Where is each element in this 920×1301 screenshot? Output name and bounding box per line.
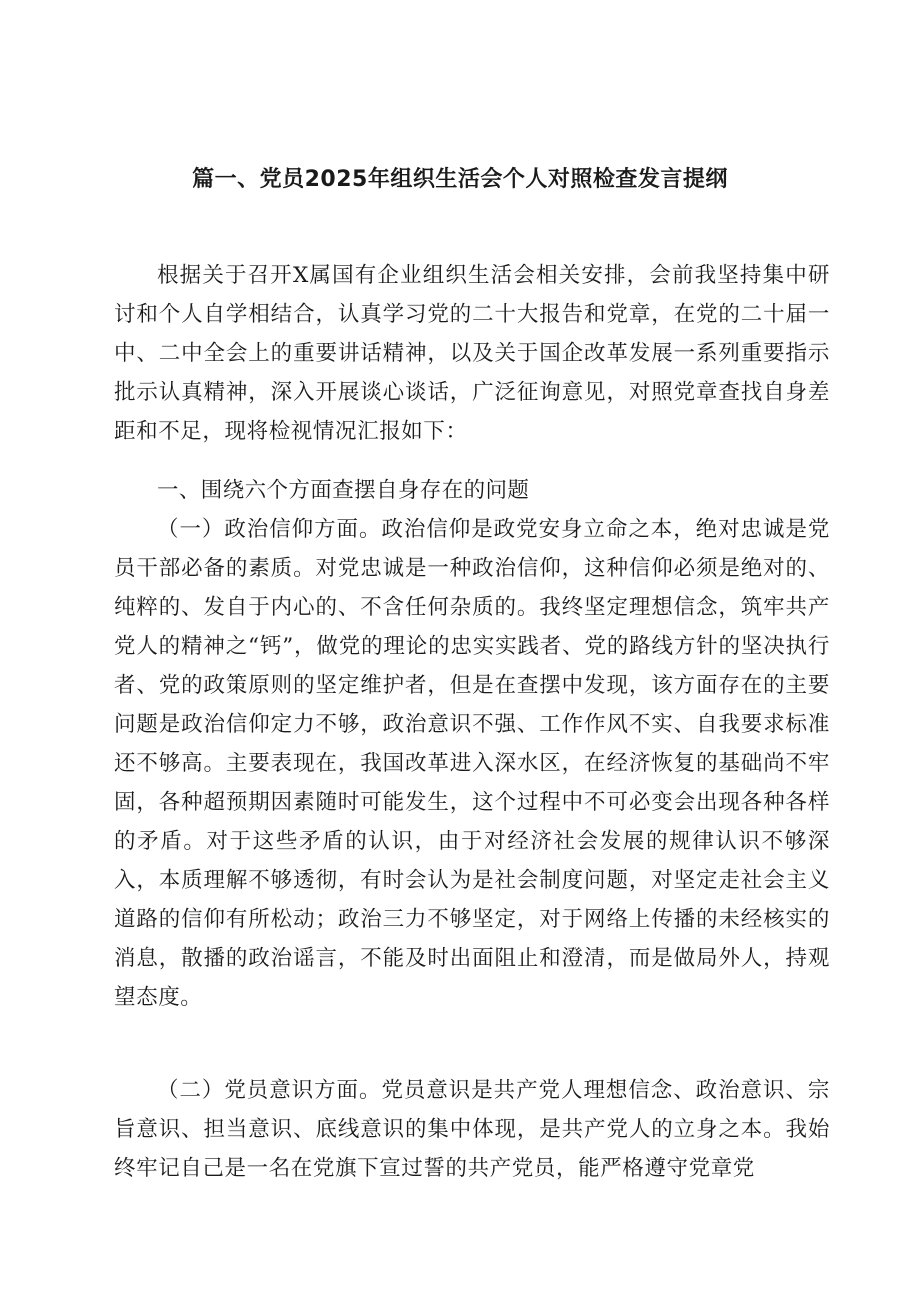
section-heading: 一、围绕六个方面查摆自身存在的问题 xyxy=(157,478,530,503)
party-awareness-paragraph: （二）党员意识方面。党员意识是共产党人理想信念、政治意识、宗旨意识、担当意识、底线意识的集中体现，是共产党人的立身之本。我始终牢记自己是一名在党旗下宣过誓的共产党员，能严格遵守党章党 xyxy=(114,1078,830,1181)
political-belief-paragraph: （一）政治信仰方面。政治信仰是政党安身立命之本，绝对忠诚是党员干部必备的素质。对党忠诚是一种政治信仰，这种信仰必须是绝对的、纯粹的、发自于内心的、不含任何杂质的。我终坚定理想信念，筑牢共产党人的精神之“钙”，做党的理论的忠实实践者、党的路线方针的坚决执行者、党的政策原则的坚定维护者，但是在查摆中发现，该方面存在的主要问题是政治信仰定力不够，政治意识不强、工作作风不实、自我要求标准还不够高。主要表现在，我国改革进入深水区，在经济恢复的基础尚不牢固，各种超预期因素随时可能发生，这个过程中不可必变会出现各种各样的矛盾。对于这些矛盾的认识，由于对经济社会发展的规律认识不够深入，本质理解不够透彻，有时会认为是社会制度问题，对坚定走社会主义道路的信仰有所松动；政治三力不够坚定，对于网络上传播的未经核实的消息，散播的政治谣言，不能及时出面阻止和澄清，而是做局外人，持观望态度。 xyxy=(114,517,830,1010)
document-title: 篇一、党员2025年组织生活会个人对照检查发言提纲 xyxy=(192,167,728,192)
intro-paragraph: 根据关于召开X属国有企业组织生活会相关安排，会前我坚持集中研讨和个人自学相结合，认真学习党的二十大报告和党章，在党的二十届一中、二中全会上的重要讲话精神，以及关于国企改革发展一系列重要指示批示认真精神，深入开展谈心谈话，广泛征询意见，对照党章查找自身差距和不足，现将检视情况汇报如下： xyxy=(114,263,830,444)
